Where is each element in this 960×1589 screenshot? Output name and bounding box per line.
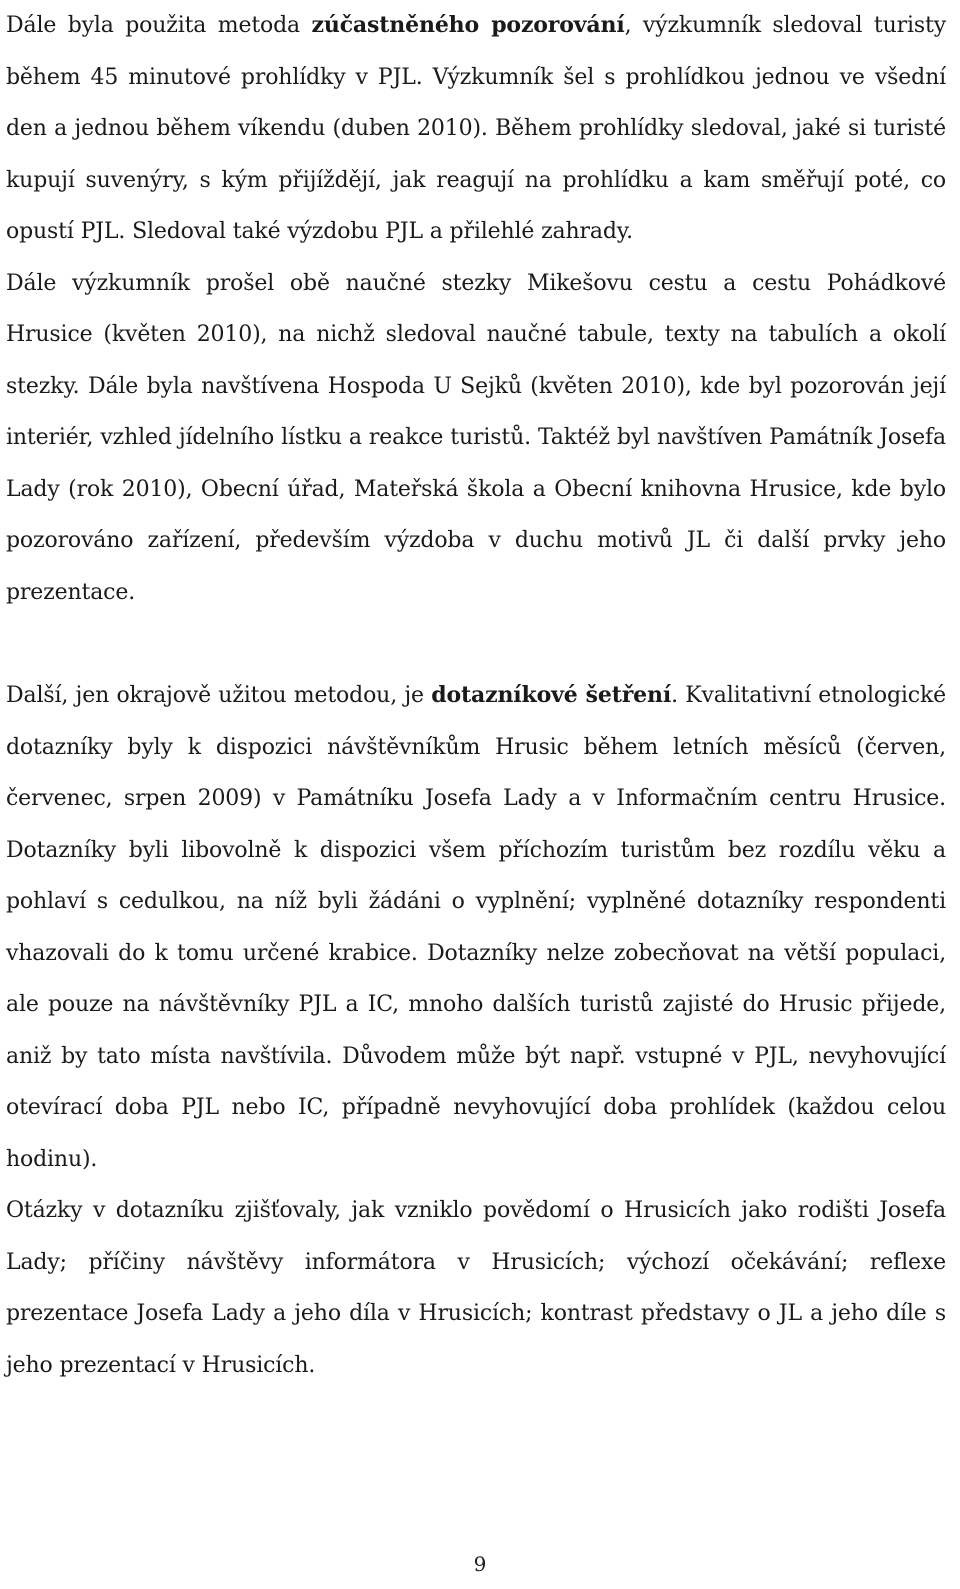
emphasis-participant-observation: zúčastněného pozorování	[311, 12, 625, 38]
paragraph-trails-visits	[6, 258, 946, 619]
paragraph-questionnaire-method	[6, 670, 946, 1185]
paragraph-text: Dále výzkumník prošel obě naučné stezky Mikešovu cestu a cestu Pohádkové Hrusice (květen 2010), na nichž sledoval naučné tabule, texty na tabulích a okolí stezky. Dále byla navštívena Hospoda U Sejků (květen 2010), kde byl pozorován její interiér, vzhled jídelního lístku a reakce turistů. Taktéž byl navštíven Památník Josefa Lady (rok 2010), Obecní úřad, Mateřská škola a Obecní knihovna Hrusice, kde bylo pozorováno zařízení, především výzdoba v duchu motivů JL či další prvky jeho prezentace.	[6, 270, 946, 605]
paragraph-spacer	[6, 618, 946, 670]
paragraph-text: Dále byla použita metoda	[6, 13, 312, 38]
paragraph-text: Otázky v dotazníku zjišťovaly, jak vzniklo povědomí o Hrusicích jako rodišti Josefa Lady; příčiny návštěvy informátora v Hrusicích; výchozí očekávání; reflexe prezentace Josefa Lady a jeho díla v Hrusicích; kontrast představy o JL a jeho díle s jeho prezentací v Hrusicích.	[6, 1198, 946, 1378]
paragraph-text: . Kvalitativní etnologické dotazníky byly k dispozici návštěvníkům Hrusic během letních měsíců (červen, červenec, srpen 2009) v Památníku Josefa Lady a v Informačním centru Hrusice. Dotazníky byli libovolně k dispozici všem příchozím turistům bez rozdílu věku a pohlaví s cedulkou, na níž byli žádáni o vyplnění; vyplněné dotazníky respondenti vhazovali do k tomu určené krabice. Dotazníky nelze zobecňovat na větší populaci, ale pouze na návštěvníky PJL a IC, mnoho dalších turistů zajisté do Hrusic přijede, aniž by tato místa navštívila. Důvodem může být např. vstupné v PJL, nevyhovující otevírací doba PJL nebo IC, případně nevyhovující doba prohlídek (každou celou hodinu).	[6, 683, 946, 1172]
paragraph-text: Další, jen okrajově užitou metodou, je	[6, 683, 432, 708]
paragraph-observation-method	[6, 0, 946, 258]
document-page	[6, 0, 946, 1391]
paragraph-text: , výzkumník sledoval turisty během 45 minutové prohlídky v PJL. Výzkumník šel s prohlídkou jednou ve všední den a jednou během víkendu (duben 2010). Během prohlídky sledoval, jaké si turisté kupují suvenýry, s kým přijíždějí, jak reagují na prohlídku a kam směřují poté, co opustí PJL. Sledoval také výzdobu PJL a přilehlé zahrady.	[6, 13, 946, 244]
emphasis-questionnaire-survey: dotazníkové šetření	[431, 682, 672, 708]
paragraph-questionnaire-questions	[6, 1185, 946, 1391]
page-number: 9	[473, 1552, 487, 1576]
